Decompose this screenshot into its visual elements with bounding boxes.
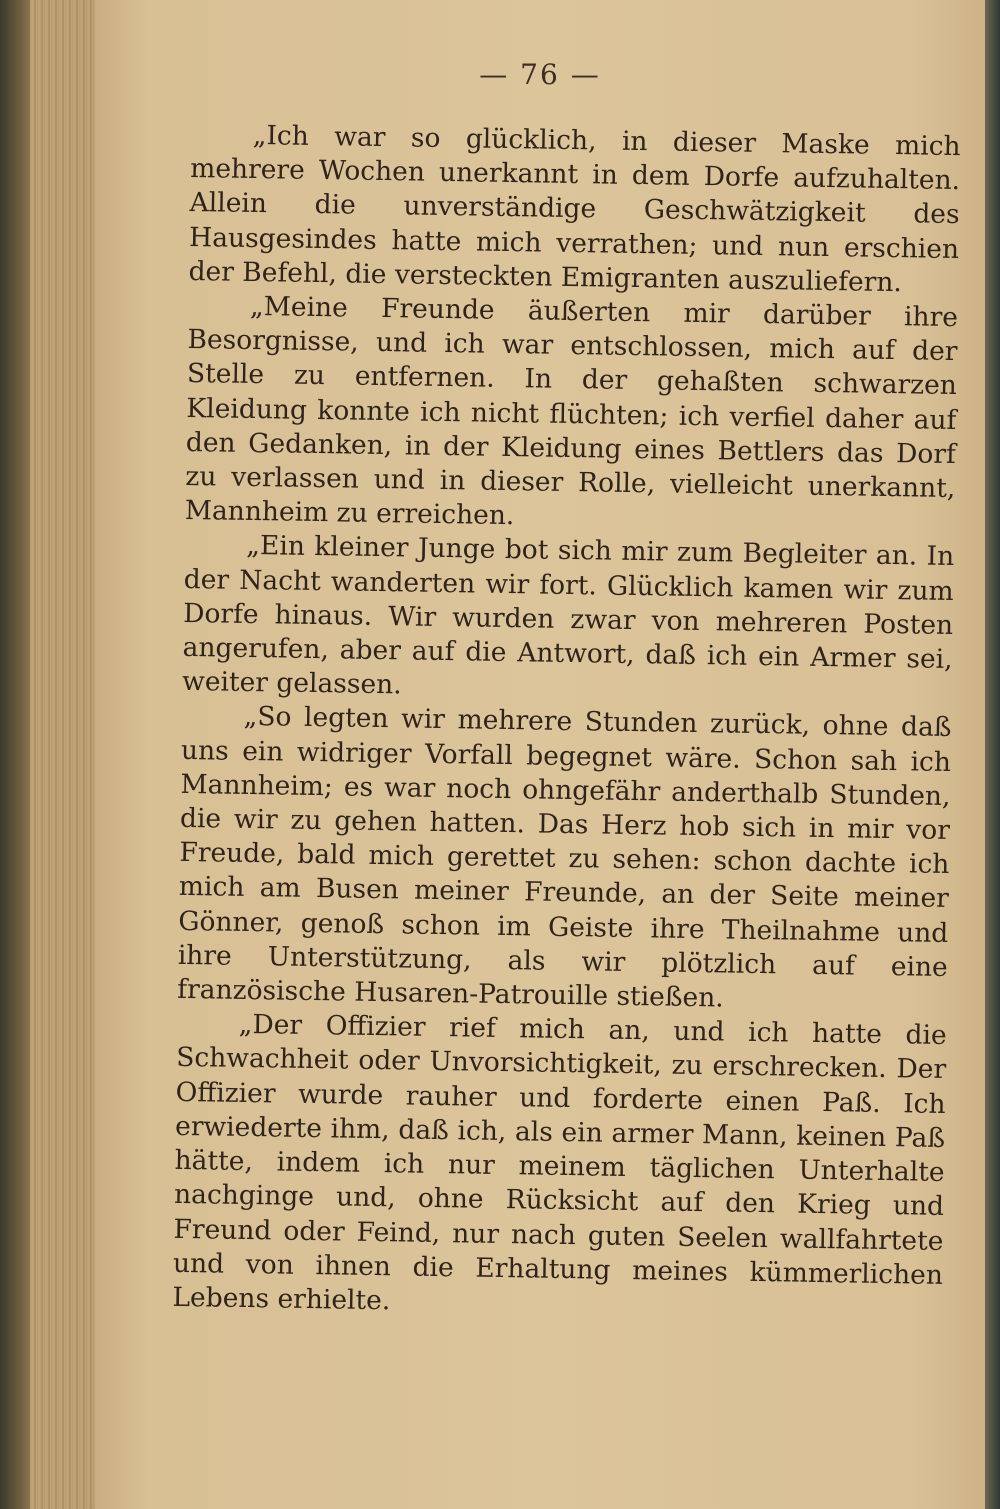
page-stack-edge (30, 0, 105, 1509)
paragraph: „So legten wir mehrere Stunden zurück, ohne daß uns ein widriger Vorfall begegnet wäre. Schon sah ich Mannheim; es war noch ohngefähr anderthalb Stunden, die wir zu gehen hatten. Das Herz hob sich in mir vor Freude, bald mich gerettet zu sehen: schon dachte ich mich am Busen meiner Freunde, an der Seite meiner Gönner, genoß schon im Geiste ihre Theilnahme und ihre Unterstützung, als wir plötzlich auf eine französische Husaren-Patrouille stießen. (177, 701, 952, 1014)
paragraph: „Meine Freunde äußerten mir darüber ihre Besorgnisse, und ich war entschlossen, mich auf der Stelle zu entfernen. In der gehaßten schwarzen Kleidung konnte ich nicht flüchten; ich verfiel daher auf den Gedanken, in der Kleidung eines Bettlers das Dorf zu verlassen und in dieser Rolle, vielleicht unerkannt, Mannheim zu erreichen. (184, 290, 959, 532)
book-page (95, 0, 985, 1509)
paragraph: „Ich war so glücklich, in dieser Maske mich mehrere Wochen unerkannt in dem Dorfe aufzuhalten. Allein die unverständige Geschwätzigkeit des Hausgesindes hatte mich verrathen; und nun erschien der Befehl, die versteckten Emigranten auszuliefern. (188, 119, 961, 298)
book-spine (0, 0, 30, 1509)
body-text (172, 118, 961, 1327)
page-number: — 76 — (479, 58, 601, 91)
paragraph: „Der Offizier rief mich an, und ich hatte die Schwachheit oder Unvorsichtigkeit, zu erschrecken. Der Offizier wurde rauher und forderte einen Paß. Ich erwiederte ihm, daß ich, als ein armer Mann, keinen Paß hätte, indem ich nur meinem täglichen Unterhalte nachginge und, ohne Rücksicht auf den Krieg und Freund oder Feind, nur nach guten Seelen wallfahrtete und von ihnen die Erhaltung meines kümmerlichen Lebens erhielte. (172, 1009, 947, 1317)
paragraph: „Ein kleiner Junge bot sich mir zum Begleiter an. In der Nacht wanderten wir fort. Glücklich kamen wir zum Dorfe hinaus. Wir wurden zwar von mehreren Posten angerufen, aber auf die Antwort, daß ich ein Armer sei, weiter gelassen. (181, 530, 955, 701)
cover-edge (985, 0, 1000, 1509)
